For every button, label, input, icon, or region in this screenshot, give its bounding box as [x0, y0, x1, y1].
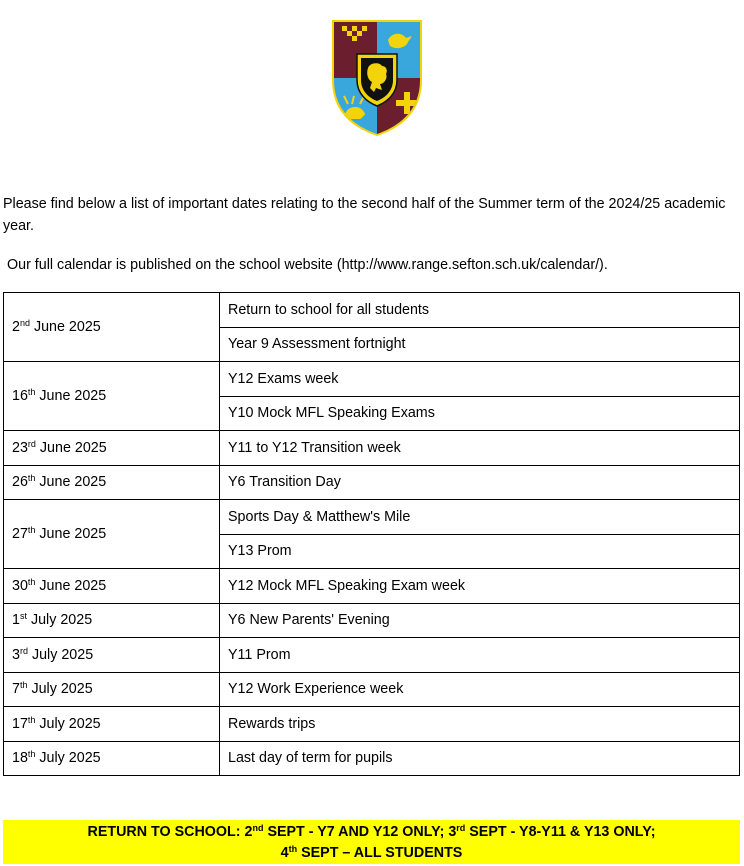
table-row — [4, 500, 740, 535]
date-cell: 26th June 2025 — [4, 465, 220, 500]
return-to-school-banner — [3, 820, 740, 864]
event-cell: Y6 Transition Day — [220, 465, 740, 500]
table-row — [4, 603, 740, 638]
event-cell: Rewards trips — [220, 707, 740, 742]
important-dates-table — [3, 292, 740, 776]
event-cell: Y6 New Parents' Evening — [220, 603, 740, 638]
event-cell: Y12 Work Experience week — [220, 672, 740, 707]
school-crest-icon — [330, 18, 424, 138]
date-cell: 27th June 2025 — [4, 500, 220, 569]
event-cell: Y12 Exams week — [220, 362, 740, 397]
date-cell: 3rd July 2025 — [4, 638, 220, 673]
date-cell: 1st July 2025 — [4, 603, 220, 638]
banner-line-1: RETURN TO SCHOOL: 2nd SEPT - Y7 AND Y12 ONLY; 3rd SEPT - Y8-Y11 & Y13 ONLY; — [87, 823, 656, 840]
event-cell: Sports Day & Matthew's Mile — [220, 500, 740, 535]
event-cell: Y11 Prom — [220, 638, 740, 673]
table-row — [4, 741, 740, 776]
event-cell: Y10 Mock MFL Speaking Exams — [220, 396, 740, 431]
event-cell: Y13 Prom — [220, 534, 740, 569]
calendar-note: Our full calendar is published on the school website (http://www.range.sefton.sch.uk/calendar/). — [7, 257, 608, 273]
table-row — [4, 465, 740, 500]
event-cell: Return to school for all students — [220, 293, 740, 328]
table-row — [4, 362, 740, 397]
date-cell: 30th June 2025 — [4, 569, 220, 604]
event-cell: Y12 Mock MFL Speaking Exam week — [220, 569, 740, 604]
date-cell: 2nd June 2025 — [4, 293, 220, 362]
event-cell: Year 9 Assessment fortnight — [220, 327, 740, 362]
table-row — [4, 293, 740, 328]
event-cell: Last day of term for pupils — [220, 741, 740, 776]
intro-paragraph: Please find below a list of important dates relating to the second half of the Summer term of the 2024/25 academic year. — [3, 196, 726, 234]
date-cell: 17th July 2025 — [4, 707, 220, 742]
table-row — [4, 431, 740, 466]
banner-line-2: 4th SEPT – ALL STUDENTS — [280, 844, 463, 861]
table-row — [4, 707, 740, 742]
date-cell: 23rd June 2025 — [4, 431, 220, 466]
date-cell: 16th June 2025 — [4, 362, 220, 431]
table-row — [4, 569, 740, 604]
table-row — [4, 672, 740, 707]
table-row — [4, 638, 740, 673]
event-cell: Y11 to Y12 Transition week — [220, 431, 740, 466]
date-cell: 18th July 2025 — [4, 741, 220, 776]
date-cell: 7th July 2025 — [4, 672, 220, 707]
